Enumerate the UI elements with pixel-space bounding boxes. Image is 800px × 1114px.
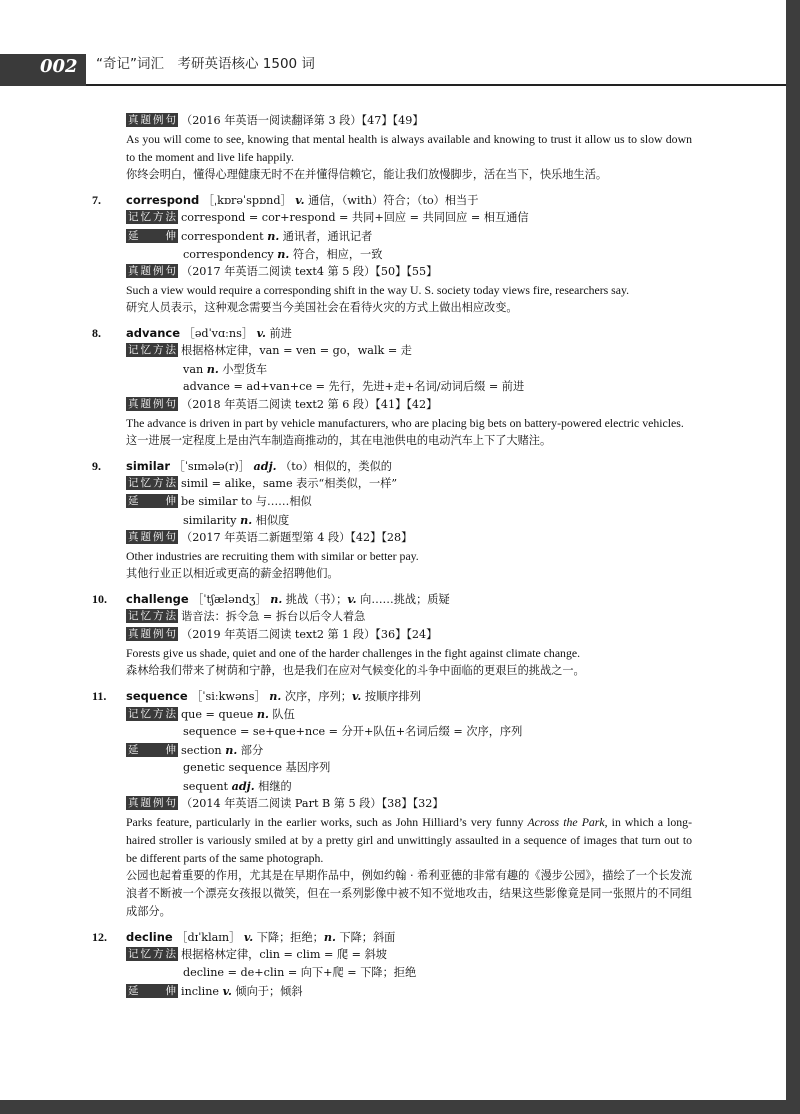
- memory-tag: 记忆方法: [128, 610, 176, 622]
- headword-row: [92, 928, 692, 946]
- memory-text: 根据格林定律，van = ven = go，walk = 走: [181, 344, 412, 357]
- part-of-speech-2: n.: [323, 930, 336, 944]
- part-of-speech: n.: [240, 513, 253, 527]
- part-of-speech: adj.: [231, 779, 255, 793]
- extend-row: [92, 227, 692, 245]
- phonetic: ［ˈsɪmələ(r)］: [173, 460, 250, 473]
- extend-meaning: 符合，相应，一致: [289, 248, 383, 261]
- memory-row: [92, 946, 692, 964]
- extend-word: incline: [181, 985, 223, 998]
- extend-tag: 延 伸: [128, 495, 176, 507]
- memory-word: van: [183, 363, 207, 376]
- example-english-part-2: , in which a long-haired stroller is variously smiled at by a pretty girl and unwittingly assaulted in a sequence of images that turn out to be different parts of the same photograph.: [126, 815, 693, 865]
- extend-row-2: [92, 245, 692, 263]
- extend-meaning: 相似度: [252, 514, 290, 527]
- part-of-speech-2: v.: [351, 689, 362, 703]
- memory-row-2: sequence = se+que+nce = 分开+队伍+名词后缀 = 次序，序列: [183, 725, 523, 738]
- extend-row-3: [92, 777, 692, 795]
- definition-2: 按顺序排列: [361, 690, 421, 703]
- phonetic: ［ˌkɒrəˈspɒnd］: [202, 194, 292, 207]
- memory-row: [92, 705, 692, 723]
- extend-row-2: genetic sequence 基因序列: [183, 761, 331, 774]
- exam-tag: 真题例句: [128, 797, 176, 809]
- exam-source: （2017 年英语二新题型第 4 段）【42】【28】: [181, 531, 413, 544]
- entry-number: 9.: [92, 459, 101, 473]
- example-chinese: 森林给我们带来了树荫和宁静，也是我们在应对气候变化的斗争中面临的更艰巨的挑战之一。: [126, 664, 585, 677]
- part-of-speech: n.: [225, 743, 238, 757]
- definition-2: 向……挑战；质疑: [356, 593, 450, 606]
- example-chinese: 其他行业正以相近或更高的薪金招聘他们。: [126, 567, 339, 580]
- memory-tag: 记忆方法: [128, 948, 176, 960]
- header-rule: [86, 84, 786, 86]
- exam-example-row: [92, 396, 692, 414]
- part-of-speech: n.: [269, 689, 282, 703]
- extend-word: section: [181, 744, 226, 757]
- work-title: Across the Park: [527, 815, 605, 829]
- page-number: 002: [40, 56, 78, 77]
- memory-row-3: advance = ad+van+ce = 先行，先进+走+名词/动词后缀 = 前进: [183, 380, 525, 393]
- extend-word: sequent: [183, 780, 232, 793]
- part-of-speech: v.: [222, 984, 232, 998]
- memory-tag: 记忆方法: [128, 211, 176, 223]
- extend-tag: 延 伸: [128, 744, 176, 756]
- entry-number: 7.: [92, 193, 101, 207]
- exam-tag: 真题例句: [128, 628, 176, 640]
- entry-decline: [92, 928, 692, 1000]
- entry-number: 11.: [92, 689, 107, 703]
- headword: similar: [126, 459, 171, 473]
- example-chinese: 公园也起着重要的作用，尤其是在早期作品中，例如约翰 · 希利亚德的非常有趣的《漫步公园》，描绘了一个长发流浪者不断被一个漂亮女孩报以微笑，但在一系列影像中被不知不觉地攻击，结果这些影像竟是同一张照片的不同组成部分。: [126, 869, 692, 918]
- part-of-speech: n.: [206, 362, 219, 376]
- phonetic: ［ədˈvɑːns］: [183, 327, 254, 340]
- memory-row: [92, 342, 692, 360]
- phonetic: ［ˈsiːkwəns］: [191, 690, 266, 703]
- example-english: Other industries are recruiting them with similar or better pay.: [126, 549, 419, 563]
- part-of-speech: adj.: [253, 459, 277, 473]
- definition: 前进: [269, 327, 292, 340]
- extend-meaning: 倾向于；倾斜: [231, 985, 303, 998]
- memory-text: 根据格林定律，clin = clim = 爬 = 斜坡: [181, 948, 387, 961]
- headword-row: [92, 457, 692, 475]
- extend-row: [92, 982, 692, 1000]
- part-of-speech: v.: [295, 193, 305, 207]
- phonetic: ［dɪˈklaɪn］: [176, 931, 241, 944]
- memory-tag: 记忆方法: [128, 708, 176, 720]
- memory-row: [92, 475, 692, 493]
- entry-number: 12.: [92, 930, 107, 944]
- headword-row: [92, 687, 692, 705]
- extend-row: [92, 493, 692, 511]
- exam-tag: 真题例句: [128, 114, 176, 126]
- headword: challenge: [126, 592, 189, 606]
- memory-row-2: [92, 360, 692, 378]
- phonetic: ［ˈtʃæləndʒ］: [192, 593, 267, 606]
- exam-example-row: [92, 263, 692, 281]
- exam-source: （2018 年英语二阅读 text2 第 6 段）【41】【42】: [181, 398, 438, 411]
- page-content: [92, 112, 692, 1000]
- extend-word: correspondency: [183, 248, 278, 261]
- exam-source: （2019 年英语二阅读 text2 第 1 段）【36】【24】: [181, 628, 438, 641]
- example-chinese: 这一进展一定程度上是由汽车制造商推动的，其在电池供电的电动汽车上下了大赌注。: [126, 434, 552, 447]
- exam-example-row: [92, 112, 692, 130]
- part-of-speech: n.: [277, 247, 290, 261]
- exam-source: （2016 年英语一阅读翻译第 3 段）【47】【49】: [181, 114, 424, 127]
- memory-row: [92, 209, 692, 227]
- extend-text: be similar to 与……相似: [181, 495, 312, 508]
- exam-example-row: [92, 626, 692, 644]
- extend-tag: 延 伸: [128, 230, 176, 242]
- example-english: [92, 813, 692, 867]
- exam-tag: 真题例句: [128, 265, 176, 277]
- entry-correspond: [92, 191, 692, 317]
- headword: advance: [126, 326, 181, 340]
- extend-row-2: [92, 511, 692, 529]
- memory-text: 谐音法：拆令急 = 拆台以后令人着急: [181, 610, 366, 623]
- exam-tag: 真题例句: [128, 531, 176, 543]
- headword: sequence: [126, 689, 188, 703]
- headword-row: [92, 324, 692, 342]
- memory-row-2: decline = de+clin = 向下+爬 = 下降；拒绝: [183, 966, 417, 979]
- memory-row: [92, 608, 692, 626]
- memory-meaning: 队伍: [268, 708, 295, 721]
- headword-row: [92, 191, 692, 209]
- headword: decline: [126, 930, 173, 944]
- exam-example-row: [92, 529, 692, 547]
- exam-source: （2014 年英语二阅读 Part B 第 5 段）【38】【32】: [181, 797, 444, 810]
- entry-sequence: [92, 687, 692, 921]
- memory-word: que = queue: [181, 708, 257, 721]
- headword: correspond: [126, 193, 200, 207]
- part-of-speech-2: v.: [347, 592, 357, 606]
- example-english: Such a view would require a corresponding shift in the way U. S. society today views fire, researchers say.: [126, 283, 630, 297]
- definition: （to）相似的，类似的: [280, 460, 392, 473]
- example-chinese: 你终会明白，懂得心理健康无时不在并懂得信赖它，能让我们放慢脚步，活在当下，快乐地生活。: [126, 168, 608, 181]
- example-english: Forests give us shade, quiet and one of the harder challenges in the fight against climate change.: [126, 646, 581, 660]
- definition: 下降；拒绝；: [253, 931, 324, 944]
- entry-challenge: [92, 590, 692, 680]
- exam-tag: 真题例句: [128, 398, 176, 410]
- extend-tag: 延 伸: [128, 985, 176, 997]
- memory-tag: 记忆方法: [128, 344, 176, 356]
- definition-2: 下降；斜面: [335, 931, 396, 944]
- memory-text: correspond = cor+respond = 共同+回应 = 共同回应 = 相互通信: [181, 211, 529, 224]
- extend-meaning: 相继的: [254, 780, 292, 793]
- part-of-speech: n.: [270, 592, 283, 606]
- memory-tag: 记忆方法: [128, 477, 176, 489]
- example-english-part-1: Parks feature, particularly in the earlier works, such as John Hilliard’s very funny: [126, 815, 528, 829]
- exam-example-row: [92, 795, 692, 813]
- exam-source: （2017 年英语二阅读 text4 第 5 段）【50】【55】: [181, 265, 438, 278]
- example-english: The advance is driven in part by vehicle manufacturers, who are placing big bets on battery-powered electric vehicles.: [126, 416, 684, 430]
- definition: 挑战（书）；: [282, 593, 348, 606]
- part-of-speech: n.: [267, 229, 280, 243]
- example-chinese: 研究人员表示，这种观念需要当今美国社会在看待火灾的方式上做出相应改变。: [126, 301, 518, 314]
- extend-row: [92, 741, 692, 759]
- extend-word: correspondent: [181, 230, 268, 243]
- entry-number: 10.: [92, 592, 107, 606]
- entry-number: 8.: [92, 326, 101, 340]
- entry-similar: [92, 457, 692, 583]
- definition: 次序，序列；: [281, 690, 352, 703]
- part-of-speech: v.: [243, 930, 254, 944]
- part-of-speech: n.: [256, 707, 269, 721]
- running-header-title: “奇记”词汇 考研英语核心 1500 词: [96, 56, 315, 72]
- memory-text: simil = alike，same 表示“相类似，一样”: [181, 477, 398, 490]
- extend-meaning: 部分: [237, 744, 264, 757]
- part-of-speech: v.: [256, 326, 266, 340]
- definition: 通信，（with）符合；（to）相当于: [308, 194, 479, 207]
- headword-row: [92, 590, 692, 608]
- memory-meaning: 小型货车: [218, 363, 268, 376]
- extend-meaning: 通讯者，通讯记者: [279, 230, 373, 243]
- entry-advance: [92, 324, 692, 450]
- example-english: As you will come to see, knowing that mental health is always available and knowing to trust it allow us to slow down to the moment and live life happily.: [126, 132, 692, 164]
- extend-word: similarity: [183, 514, 241, 527]
